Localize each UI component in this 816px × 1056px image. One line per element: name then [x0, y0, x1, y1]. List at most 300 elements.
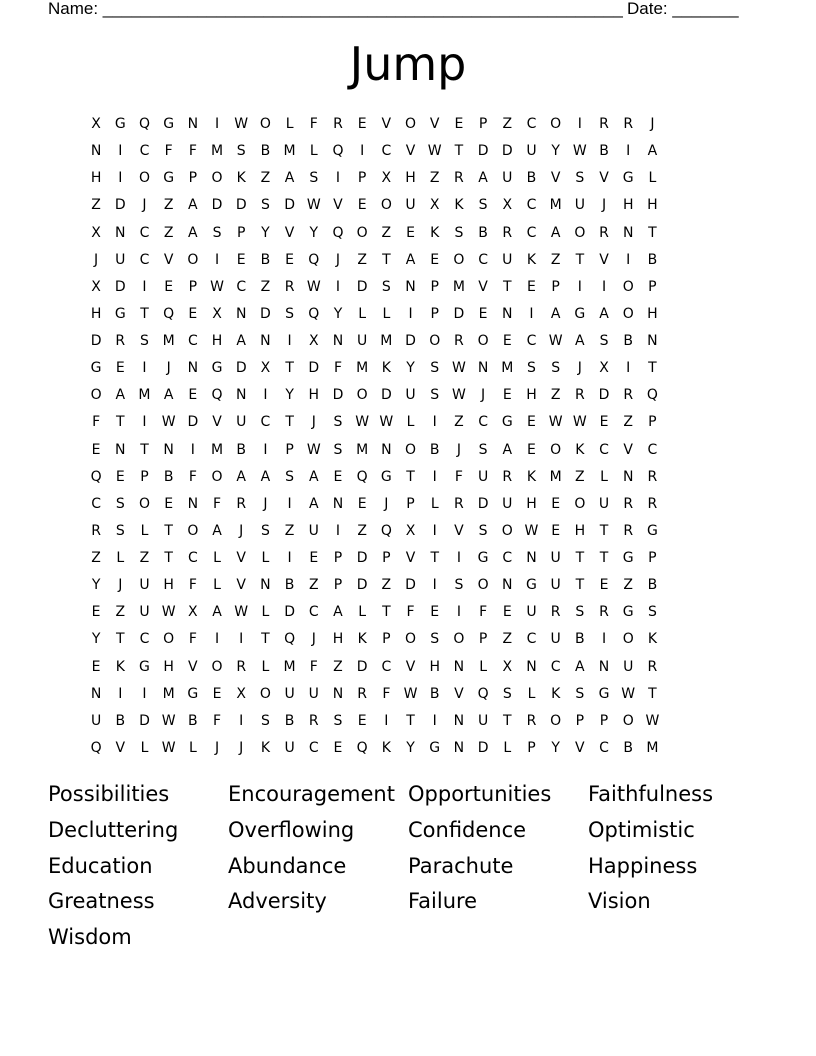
grid-letter[interactable]: E	[357, 712, 367, 729]
grid-letter[interactable]: W	[161, 604, 176, 621]
grid-letter[interactable]: T	[140, 441, 149, 458]
grid-letter[interactable]: S	[260, 197, 270, 214]
grid-letter[interactable]: Z	[284, 522, 295, 539]
grid-letter[interactable]: D	[235, 197, 247, 214]
grid-letter[interactable]: Z	[429, 170, 440, 187]
grid-letter[interactable]: S	[575, 604, 585, 621]
grid-letter[interactable]: Z	[308, 577, 319, 594]
grid-letter[interactable]: W	[306, 441, 321, 458]
grid-letter[interactable]: N	[622, 224, 634, 241]
grid-letter[interactable]: D	[139, 712, 150, 729]
grid-letter[interactable]: Z	[357, 522, 367, 539]
grid-letter[interactable]: E	[333, 468, 343, 485]
grid-letter[interactable]: L	[261, 658, 270, 675]
grid-letter[interactable]: A	[115, 387, 126, 404]
grid-letter[interactable]: A	[163, 387, 174, 404]
grid-letter[interactable]: E	[430, 604, 440, 621]
grid-letter[interactable]: A	[212, 522, 222, 539]
grid-letter[interactable]: J	[263, 495, 268, 512]
grid-letter[interactable]: S	[260, 522, 270, 539]
grid-letter[interactable]: W	[645, 712, 660, 729]
grid-letter[interactable]: C	[236, 278, 247, 295]
grid-letter[interactable]: D	[477, 495, 489, 512]
grid-letter[interactable]: D	[284, 197, 295, 214]
grid-letter[interactable]: W	[572, 143, 587, 160]
grid-letter[interactable]: D	[356, 658, 368, 675]
grid-letter[interactable]: N	[453, 658, 465, 675]
grid-letter[interactable]: Q	[308, 305, 320, 322]
grid-letter[interactable]: R	[357, 685, 368, 702]
grid-letter[interactable]: Q	[332, 224, 344, 241]
grid-letter[interactable]: W	[161, 739, 176, 756]
grid-letter[interactable]: D	[114, 278, 126, 295]
grid-letter[interactable]: T	[116, 631, 125, 648]
grid-letter[interactable]: O	[138, 170, 150, 187]
grid-letter[interactable]: B	[429, 441, 440, 458]
grid-letter[interactable]: J	[577, 360, 582, 377]
grid-letter[interactable]: E	[357, 116, 367, 132]
grid-letter[interactable]: T	[140, 305, 149, 322]
grid-letter[interactable]: I	[239, 712, 244, 729]
grid-letter[interactable]: I	[118, 143, 123, 160]
grid-letter[interactable]: S	[454, 224, 464, 241]
grid-letter[interactable]: T	[575, 577, 585, 594]
grid-letter[interactable]: Z	[91, 550, 101, 566]
grid-letter[interactable]: W	[306, 197, 321, 214]
grid-letter[interactable]: I	[335, 278, 341, 295]
grid-letter[interactable]: L	[358, 604, 367, 621]
grid-letter[interactable]: E	[285, 251, 295, 268]
grid-letter[interactable]: A	[236, 333, 246, 349]
grid-letter[interactable]: C	[381, 143, 392, 160]
grid-letter[interactable]: D	[356, 278, 368, 295]
grid-letter[interactable]: E	[478, 305, 488, 322]
grid-letter[interactable]: A	[550, 305, 561, 322]
grid-letter[interactable]: B	[188, 712, 198, 729]
grid-letter[interactable]: Y	[91, 631, 101, 648]
grid-letter[interactable]: A	[308, 495, 319, 512]
grid-letter[interactable]: J	[481, 387, 486, 404]
grid-letter[interactable]: N	[187, 116, 199, 132]
grid-letter[interactable]: C	[647, 441, 658, 458]
grid-letter[interactable]: T	[599, 550, 609, 566]
grid-letter[interactable]: X	[502, 658, 513, 675]
grid-letter[interactable]: E	[333, 739, 343, 756]
grid-letter[interactable]: I	[626, 360, 631, 377]
grid-letter[interactable]: Y	[261, 224, 270, 241]
grid-letter[interactable]: U	[623, 658, 634, 675]
grid-letter[interactable]: E	[188, 387, 198, 404]
grid-letter[interactable]: H	[622, 197, 634, 214]
grid-letter[interactable]: P	[188, 278, 198, 295]
grid-letter[interactable]: C	[526, 197, 537, 214]
grid-letter[interactable]: L	[479, 658, 487, 675]
grid-letter[interactable]: I	[577, 278, 582, 295]
grid-letter[interactable]: I	[577, 116, 582, 132]
grid-letter[interactable]: P	[599, 712, 609, 729]
grid-letter[interactable]: N	[332, 495, 344, 512]
grid-letter[interactable]: R	[454, 333, 464, 349]
grid-letter[interactable]: U	[550, 631, 561, 648]
grid-letter[interactable]: W	[572, 414, 587, 431]
grid-letter[interactable]: O	[211, 468, 223, 485]
grid-letter[interactable]: C	[260, 414, 271, 431]
grid-letter[interactable]: P	[382, 550, 391, 566]
grid-letter[interactable]: J	[384, 495, 389, 512]
grid-letter[interactable]: A	[575, 658, 585, 675]
grid-letter[interactable]: X	[260, 360, 271, 377]
grid-letter[interactable]: M	[162, 333, 175, 349]
grid-letter[interactable]: I	[456, 550, 461, 566]
grid-letter[interactable]: E	[115, 360, 125, 377]
grid-letter[interactable]: X	[236, 685, 247, 702]
grid-letter[interactable]: N	[235, 387, 247, 404]
grid-letter[interactable]: M	[283, 143, 296, 160]
grid-letter[interactable]: I	[432, 414, 437, 431]
grid-letter[interactable]: O	[405, 441, 417, 458]
grid-letter[interactable]: E	[357, 197, 367, 214]
grid-letter[interactable]: A	[550, 224, 561, 241]
grid-letter[interactable]: U	[90, 712, 102, 729]
grid-letter[interactable]: X	[405, 522, 416, 539]
grid-letter[interactable]: D	[356, 550, 368, 566]
grid-letter[interactable]: L	[116, 550, 125, 566]
grid-letter[interactable]: B	[429, 685, 440, 702]
grid-letter[interactable]: C	[187, 333, 198, 349]
grid-letter[interactable]: T	[648, 224, 657, 241]
grid-letter[interactable]: X	[502, 197, 513, 214]
grid-letter[interactable]: V	[405, 550, 416, 566]
grid-letter[interactable]: S	[575, 685, 585, 702]
grid-letter[interactable]: P	[551, 278, 560, 295]
grid-letter[interactable]: V	[478, 278, 488, 295]
grid-letter[interactable]: P	[430, 278, 439, 295]
grid-letter[interactable]: O	[550, 116, 562, 132]
grid-letter[interactable]: Z	[623, 414, 634, 431]
grid-letter[interactable]: S	[478, 441, 488, 458]
grid-letter[interactable]: T	[503, 712, 512, 729]
grid-letter[interactable]: A	[284, 170, 295, 187]
grid-letter[interactable]: X	[188, 604, 198, 621]
grid-letter[interactable]: E	[599, 577, 609, 594]
grid-letter[interactable]: S	[285, 468, 295, 485]
grid-letter[interactable]: R	[236, 495, 247, 512]
grid-letter[interactable]: R	[574, 387, 585, 404]
grid-letter[interactable]: Y	[333, 305, 343, 322]
grid-letter[interactable]: D	[187, 414, 199, 431]
grid-letter[interactable]: G	[90, 360, 102, 377]
grid-letter[interactable]: B	[284, 712, 295, 729]
grid-letter[interactable]: S	[527, 360, 536, 377]
grid-letter[interactable]: H	[90, 170, 102, 187]
grid-letter[interactable]: G	[526, 577, 537, 594]
grid-letter[interactable]: W	[234, 604, 249, 621]
grid-letter[interactable]: Z	[623, 577, 634, 594]
grid-letter[interactable]: T	[575, 251, 585, 268]
grid-letter[interactable]: C	[526, 333, 537, 349]
grid-letter[interactable]: I	[432, 522, 437, 539]
grid-letter[interactable]: P	[478, 116, 488, 132]
grid-letter[interactable]: W	[161, 414, 176, 431]
grid-letter[interactable]: V	[236, 577, 246, 594]
grid-letter[interactable]: F	[406, 604, 415, 621]
grid-letter[interactable]: Y	[406, 360, 415, 377]
grid-letter[interactable]: H	[163, 658, 174, 675]
grid-letter[interactable]: O	[356, 387, 368, 404]
grid-letter[interactable]: B	[115, 712, 126, 729]
grid-letter[interactable]: Q	[332, 143, 344, 160]
grid-letter[interactable]: L	[527, 685, 536, 702]
grid-letter[interactable]: L	[140, 739, 149, 756]
grid-letter[interactable]: G	[163, 170, 175, 187]
grid-letter[interactable]: J	[311, 414, 316, 431]
grid-letter[interactable]: O	[211, 170, 223, 187]
grid-letter[interactable]: O	[622, 712, 634, 729]
grid-letter[interactable]: S	[647, 604, 657, 621]
grid-letter[interactable]: J	[94, 251, 99, 268]
grid-letter[interactable]: V	[454, 685, 464, 702]
grid-letter[interactable]: I	[214, 116, 220, 132]
grid-letter[interactable]: B	[526, 170, 537, 187]
grid-letter[interactable]: A	[478, 170, 488, 187]
grid-letter[interactable]: Q	[356, 739, 368, 756]
grid-letter[interactable]: D	[284, 604, 295, 621]
grid-letter[interactable]: F	[213, 712, 222, 729]
grid-letter[interactable]: F	[164, 143, 173, 160]
grid-letter[interactable]: Z	[381, 224, 392, 241]
grid-letter[interactable]: G	[380, 468, 392, 485]
grid-letter[interactable]: M	[380, 333, 393, 349]
grid-letter[interactable]: P	[333, 577, 343, 594]
grid-letter[interactable]: R	[502, 224, 513, 241]
grid-letter[interactable]: S	[260, 712, 270, 729]
grid-letter[interactable]: U	[357, 333, 368, 349]
grid-letter[interactable]: N	[332, 685, 344, 702]
grid-letter[interactable]: Y	[551, 739, 560, 756]
grid-letter[interactable]: V	[405, 658, 416, 675]
grid-letter[interactable]: M	[138, 387, 151, 404]
grid-letter[interactable]: N	[260, 333, 271, 349]
grid-letter[interactable]: F	[188, 468, 197, 485]
grid-letter[interactable]: V	[575, 739, 585, 756]
grid-letter[interactable]: C	[526, 224, 537, 241]
grid-letter[interactable]: I	[190, 441, 195, 458]
grid-letter[interactable]: D	[405, 333, 416, 349]
grid-letter[interactable]: O	[405, 631, 417, 648]
grid-letter[interactable]: P	[430, 305, 439, 322]
grid-letter[interactable]: D	[501, 143, 513, 160]
grid-letter[interactable]: S	[115, 522, 125, 539]
grid-letter[interactable]: D	[114, 197, 126, 214]
grid-letter[interactable]: D	[211, 197, 223, 214]
grid-letter[interactable]: C	[187, 550, 198, 566]
grid-letter[interactable]: E	[91, 604, 101, 621]
grid-letter[interactable]: U	[550, 577, 561, 594]
grid-letter[interactable]: X	[91, 278, 101, 295]
grid-letter[interactable]: B	[260, 251, 271, 268]
grid-letter[interactable]: F	[188, 631, 197, 648]
grid-letter[interactable]: C	[139, 631, 150, 648]
grid-letter[interactable]: C	[91, 495, 101, 512]
grid-letter[interactable]: N	[647, 333, 658, 349]
grid-letter[interactable]: O	[501, 522, 513, 539]
grid-letter[interactable]: N	[115, 441, 126, 458]
grid-letter[interactable]: E	[236, 251, 246, 268]
grid-letter[interactable]: O	[163, 631, 175, 648]
grid-letter[interactable]: L	[503, 739, 512, 756]
grid-letter[interactable]: M	[452, 278, 465, 295]
grid-letter[interactable]: C	[308, 739, 319, 756]
grid-letter[interactable]: Q	[211, 387, 223, 404]
grid-letter[interactable]: Z	[91, 197, 101, 214]
grid-letter[interactable]: R	[454, 170, 464, 187]
grid-letter[interactable]: S	[599, 333, 609, 349]
grid-letter[interactable]: V	[163, 251, 174, 268]
grid-letter[interactable]: L	[406, 414, 415, 431]
grid-letter[interactable]: O	[187, 251, 199, 268]
grid-letter[interactable]: B	[575, 631, 585, 648]
grid-letter[interactable]: E	[502, 333, 512, 349]
grid-letter[interactable]: S	[333, 441, 343, 458]
grid-letter[interactable]: N	[502, 577, 513, 594]
grid-letter[interactable]: J	[311, 631, 316, 648]
grid-letter[interactable]: H	[526, 495, 537, 512]
grid-letter[interactable]: U	[308, 522, 319, 539]
grid-letter[interactable]: U	[284, 685, 295, 702]
grid-letter[interactable]: I	[118, 685, 123, 702]
grid-letter[interactable]: I	[601, 278, 607, 295]
grid-letter[interactable]: T	[116, 414, 125, 431]
grid-letter[interactable]: C	[550, 658, 561, 675]
grid-letter[interactable]: G	[622, 604, 634, 621]
grid-letter[interactable]: A	[333, 604, 343, 621]
grid-letter[interactable]: N	[115, 224, 126, 241]
grid-letter[interactable]: O	[211, 658, 223, 675]
grid-letter[interactable]: N	[187, 360, 199, 377]
grid-letter[interactable]: K	[260, 739, 270, 756]
grid-letter[interactable]: C	[139, 143, 150, 160]
grid-letter[interactable]: V	[333, 197, 343, 214]
grid-letter[interactable]: J	[335, 251, 341, 268]
grid-letter[interactable]: C	[308, 604, 319, 621]
grid-letter[interactable]: L	[213, 577, 221, 594]
grid-letter[interactable]: W	[161, 712, 176, 729]
grid-letter[interactable]: V	[550, 170, 561, 187]
grid-letter[interactable]: F	[479, 604, 488, 621]
grid-letter[interactable]: U	[526, 604, 537, 621]
grid-letter[interactable]: Y	[551, 143, 560, 160]
grid-letter[interactable]: B	[647, 577, 658, 594]
grid-letter[interactable]: S	[430, 631, 440, 648]
grid-letter[interactable]: U	[115, 251, 126, 268]
grid-letter[interactable]: K	[430, 224, 440, 241]
grid-letter[interactable]: A	[260, 468, 271, 485]
grid-letter[interactable]: S	[502, 685, 512, 702]
grid-letter[interactable]: B	[647, 251, 658, 268]
grid-letter[interactable]: J	[239, 522, 244, 539]
grid-letter[interactable]: O	[622, 278, 634, 295]
grid-letter[interactable]: Z	[163, 224, 174, 241]
grid-letter[interactable]: Z	[575, 468, 585, 485]
grid-letter[interactable]: U	[502, 170, 513, 187]
grid-letter[interactable]: O	[477, 577, 489, 594]
grid-letter[interactable]: R	[647, 658, 658, 675]
grid-letter[interactable]: E	[599, 414, 609, 431]
grid-letter[interactable]: I	[142, 685, 147, 702]
grid-letter[interactable]: F	[188, 577, 197, 594]
grid-letter[interactable]: T	[285, 360, 294, 377]
grid-letter[interactable]: C	[478, 414, 488, 431]
grid-letter[interactable]: F	[309, 116, 318, 132]
grid-letter[interactable]: Q	[308, 251, 320, 268]
grid-letter[interactable]: K	[526, 468, 537, 485]
grid-letter[interactable]: A	[308, 468, 319, 485]
grid-letter[interactable]: R	[284, 278, 295, 295]
grid-letter[interactable]: Z	[260, 278, 271, 295]
grid-letter[interactable]: O	[356, 224, 368, 241]
grid-letter[interactable]: E	[115, 468, 125, 485]
grid-letter[interactable]: W	[621, 685, 636, 702]
grid-letter[interactable]: A	[236, 468, 246, 485]
grid-letter[interactable]: Q	[90, 468, 102, 485]
grid-letter[interactable]: C	[502, 550, 513, 566]
grid-letter[interactable]: X	[212, 305, 222, 322]
grid-letter[interactable]: V	[381, 116, 392, 132]
grid-letter[interactable]: M	[549, 468, 562, 485]
grid-letter[interactable]: C	[139, 224, 150, 241]
grid-letter[interactable]: R	[623, 495, 634, 512]
grid-letter[interactable]: V	[429, 116, 440, 132]
grid-letter[interactable]: S	[575, 170, 585, 187]
grid-letter[interactable]: O	[138, 495, 150, 512]
grid-letter[interactable]: D	[308, 360, 320, 377]
grid-letter[interactable]: G	[477, 550, 489, 566]
grid-letter[interactable]: D	[380, 387, 392, 404]
grid-letter[interactable]: Z	[502, 116, 513, 132]
grid-letter[interactable]: R	[526, 712, 537, 729]
grid-letter[interactable]: B	[236, 441, 247, 458]
grid-letter[interactable]: T	[599, 522, 609, 539]
grid-letter[interactable]: E	[502, 604, 512, 621]
grid-letter[interactable]: C	[599, 739, 609, 756]
grid-letter[interactable]: K	[357, 631, 367, 648]
grid-letter[interactable]: N	[622, 468, 634, 485]
grid-letter[interactable]: P	[478, 631, 488, 648]
grid-letter[interactable]: P	[648, 550, 657, 566]
grid-letter[interactable]: M	[356, 360, 369, 377]
grid-letter[interactable]: R	[454, 495, 464, 512]
grid-letter[interactable]: R	[647, 495, 658, 512]
grid-letter[interactable]: O	[622, 305, 634, 322]
grid-letter[interactable]: W	[210, 278, 224, 295]
grid-letter[interactable]: S	[478, 522, 488, 539]
grid-letter[interactable]: C	[139, 251, 150, 268]
grid-letter[interactable]: U	[477, 712, 489, 729]
grid-letter[interactable]: D	[260, 305, 271, 322]
grid-letter[interactable]: I	[408, 305, 413, 322]
grid-letter[interactable]: S	[430, 387, 440, 404]
grid-letter[interactable]: V	[599, 170, 609, 187]
grid-letter[interactable]: W	[548, 333, 563, 349]
grid-letter[interactable]: N	[235, 305, 247, 322]
grid-letter[interactable]: S	[454, 577, 464, 594]
grid-letter[interactable]: M	[210, 143, 224, 160]
grid-letter[interactable]: Z	[454, 414, 464, 431]
grid-letter[interactable]: N	[598, 658, 610, 675]
grid-letter[interactable]: M	[210, 441, 224, 458]
grid-letter[interactable]: E	[164, 495, 174, 512]
grid-letter[interactable]: I	[601, 631, 607, 648]
